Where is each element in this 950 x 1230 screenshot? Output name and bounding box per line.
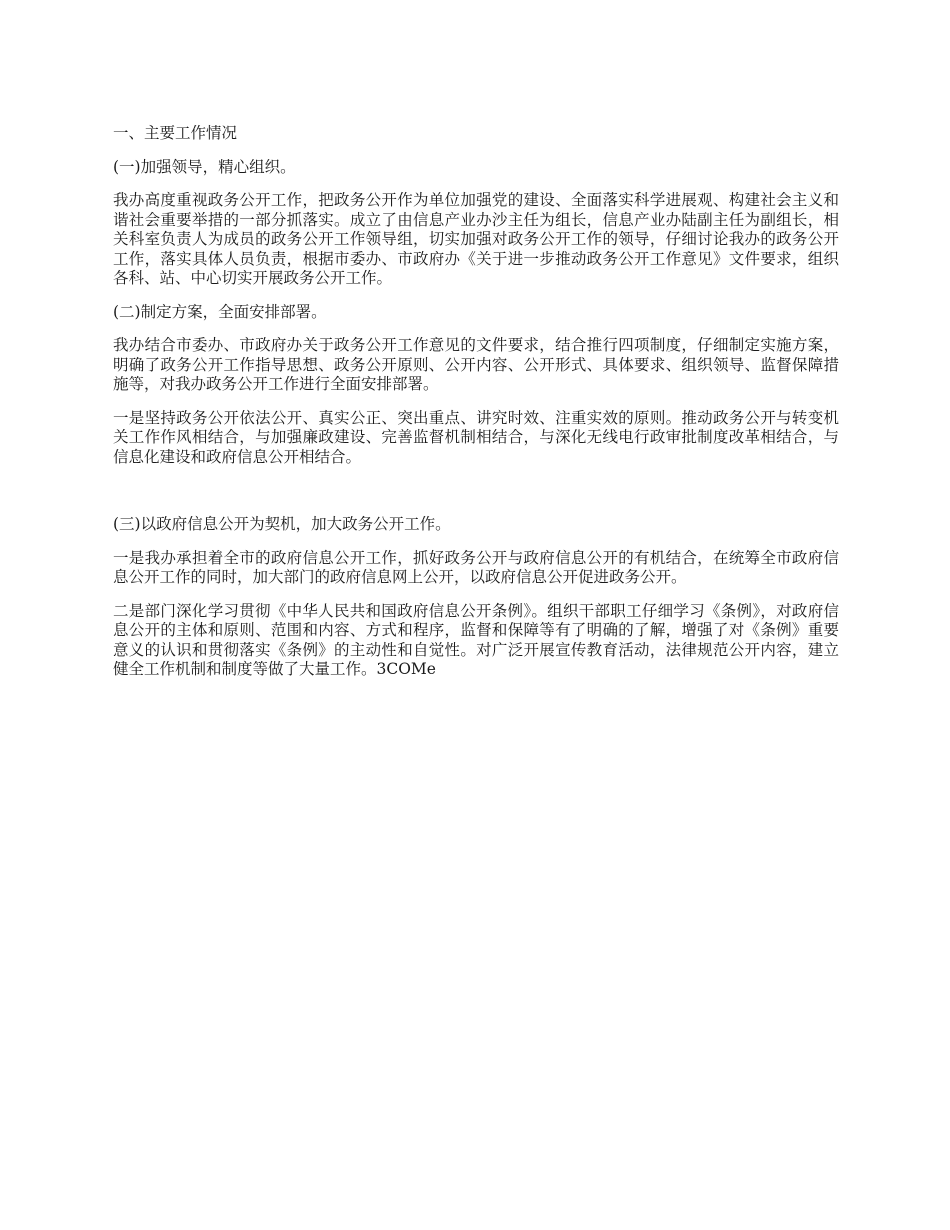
paragraph-3-1: 一是我办承担着全市的政府信息公开工作，抓好政务公开与政府信息公开的有机结合，在统筹全市政府信息公开工作的同时，加大部门的政府信息网上公开，以政府信息公开促进政务公开。 bbox=[113, 548, 839, 586]
section-title: 一、主要工作情况 bbox=[113, 124, 238, 142]
paragraph-2-1: 我办结合市委办、市政府办关于政务公开工作意见的文件要求，结合推行四项制度，仔细制定实施方案，明确了政务公开工作指导思想、政务公开原则、公开内容、公开形式、具体要求、组织领导、监督保障措施等，对我办政务公开工作进行全面安排部署。 bbox=[113, 336, 839, 393]
blank-gap bbox=[113, 481, 839, 515]
paragraph-1-1: 我办高度重视政务公开工作，把政务公开作为单位加强党的建设、全面落实科学进展观、构建社会主义和谐社会重要举措的一部分抓落实。成立了由信息产业办沙主任为组长，信息产业办陆副主任为副组长，相关科室负责人为成员的政务公开工作领导组，切实加强对政务公开工作的领导，仔细讨论我办的政务公开工作，落实具体人员负责，根据市委办、市政府办《关于进一步推动政务公开工作意见》文件要求，组织各科、站、中心切实开展政务公开工作。 bbox=[113, 191, 839, 287]
document-body bbox=[113, 124, 839, 694]
paragraph-3-2: 二是部门深化学习贯彻《中华人民共和国政府信息公开条例》。组织干部职工仔细学习《条例》，对政府信息公开的主体和原则、范围和内容、方式和程序，监督和保障等有了明确的了解，增强了对《条例》重要意义的认识和贯彻落实《条例》的主动性和自觉性。对广泛开展宣传教育活动，法律规范公开内容，建立健全工作机制和制度等做了大量工作。3COMe bbox=[113, 601, 839, 678]
paragraph-2-2: 一是坚持政务公开依法公开、真实公正、突出重点、讲究时效、注重实效的原则。推动政务公开与转变机关工作作风相结合，与加强廉政建设、完善监督机制相结合，与深化无线电行政审批制度改革相结合，与信息化建设和政府信息公开相结合。 bbox=[113, 408, 839, 466]
subsection-heading-1: (一)加强领导，精心组织。 bbox=[113, 157, 296, 176]
subsection-heading-2: (二)制定方案，全面安排部署。 bbox=[113, 302, 327, 321]
subsection-heading-3: (三)以政府信息公开为契机，加大政务公开工作。 bbox=[113, 515, 451, 533]
